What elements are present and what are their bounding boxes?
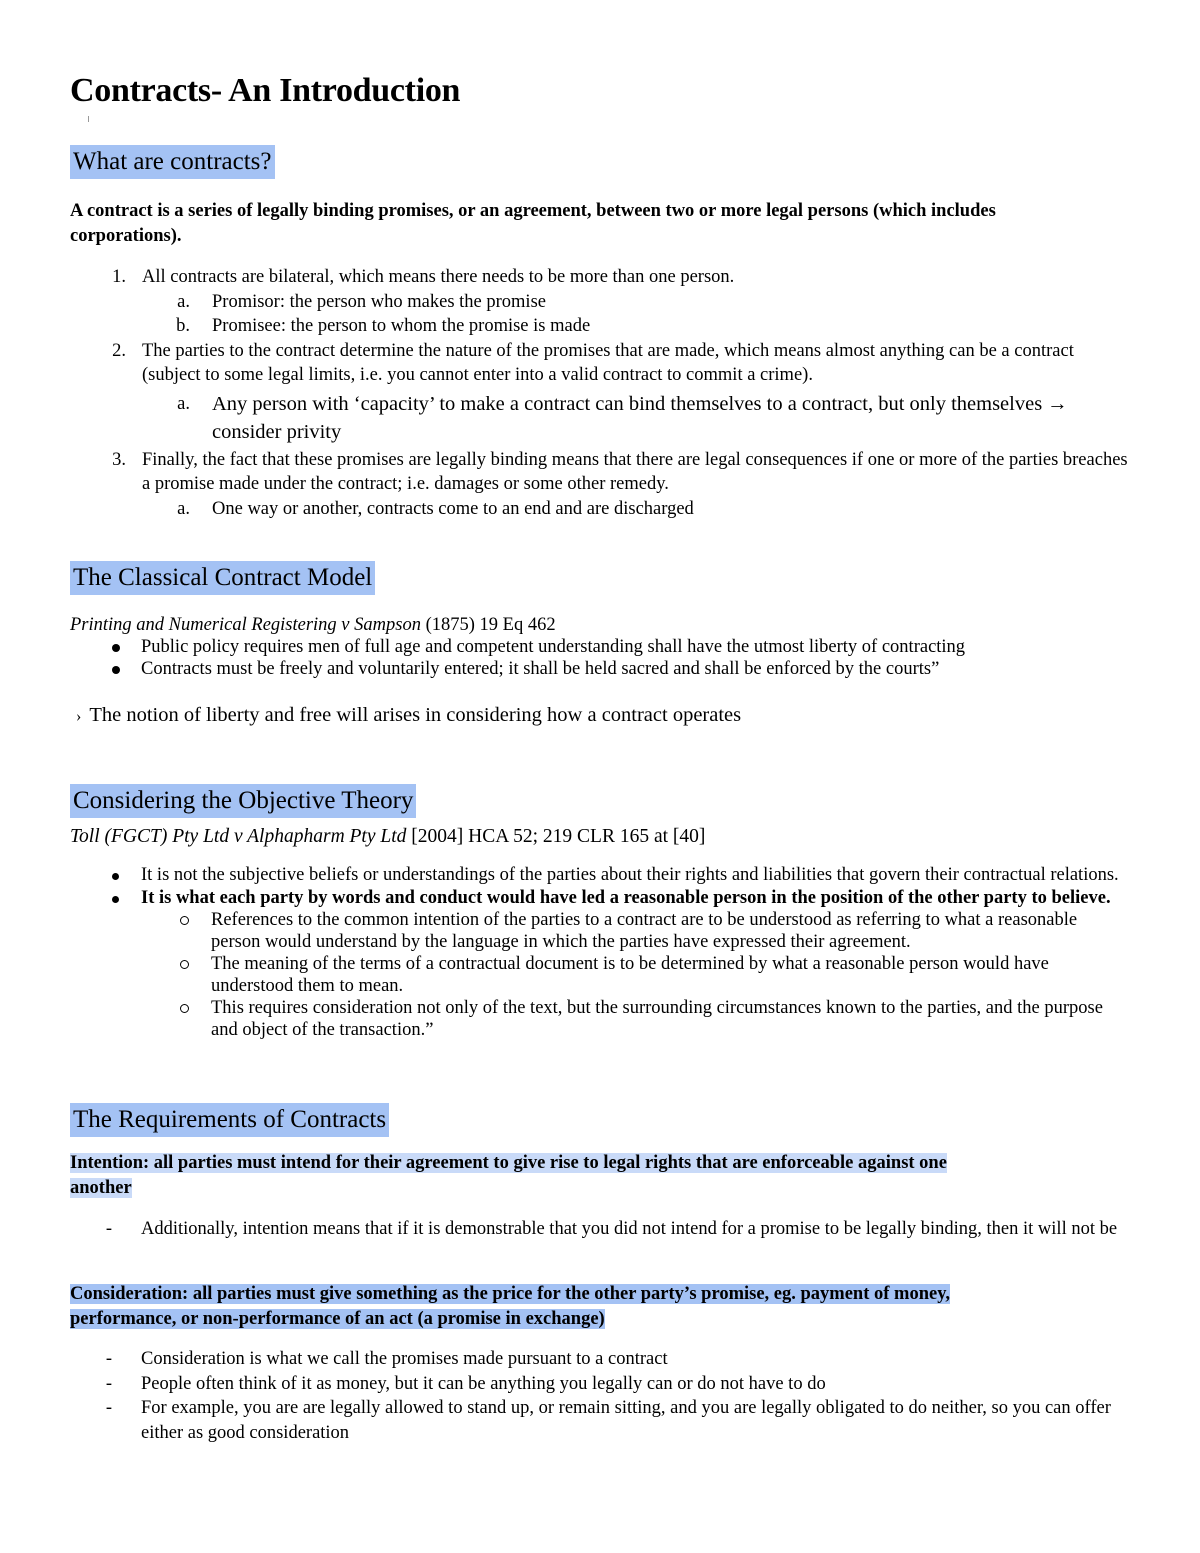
list-item-text: All contracts are bilateral, which means there needs to be more than one person. bbox=[142, 267, 735, 287]
list-item-text: The parties to the contract determine the nature of the promises that are made, which means almost anything can be a contract (subject to some legal limits, i.e. you cannot enter into a valid contract to commit a crime). bbox=[142, 340, 1074, 385]
consideration-list bbox=[70, 1347, 1130, 1445]
list-item bbox=[70, 1372, 1130, 1397]
list-item-text: It is not the subjective beliefs or understandings of the parties about their rights and liabilities that govern their contractual relations. bbox=[141, 865, 1119, 885]
list-item bbox=[70, 887, 1130, 909]
list-item bbox=[70, 953, 1130, 997]
list-item-text: This requires consideration not only of the text, but the surrounding circumstances known to the parties, and the purpose and object of the transaction.” bbox=[211, 998, 1103, 1040]
list-item-text: For example, you are are legally allowed to stand up, or remain sitting, and you are legally obligated to do neither, so you can offer either as good consideration bbox=[141, 1398, 1111, 1443]
list-item bbox=[70, 388, 1130, 446]
list-item bbox=[70, 909, 1130, 953]
list-marker: b. bbox=[176, 316, 190, 336]
list-item bbox=[70, 497, 1130, 522]
list-item-text: Promisee: the person to whom the promise is made bbox=[212, 316, 591, 336]
list-item-text: References to the common intention of the parties to a contract are to be understood as referring to what a reasonable person would understand by the language in which the parties have expressed their agreement. bbox=[211, 910, 1078, 952]
bullet-icon bbox=[112, 666, 120, 674]
list-item bbox=[70, 864, 1130, 887]
list-marker: a. bbox=[177, 393, 190, 414]
list-item bbox=[70, 339, 1130, 388]
list-item-text: Consideration is what we call the promises made pursuant to a contract bbox=[141, 1349, 668, 1369]
contracts-numbered-list bbox=[70, 265, 1130, 521]
list-item bbox=[70, 265, 1130, 290]
list-item-text: Any person with ‘capacity’ to make a contract can bind themselves to a contract, but only themselves → consider privity bbox=[212, 392, 1068, 443]
list-item bbox=[70, 997, 1130, 1041]
consideration-requirement bbox=[70, 1282, 950, 1331]
contract-definition: A contract is a series of legally binding promises, or an agreement, between two or more legal persons (which includes corporations). bbox=[70, 201, 996, 246]
heading-requirements: The Requirements of Contracts bbox=[70, 1103, 389, 1137]
liberty-note bbox=[70, 704, 741, 727]
list-marker: a. bbox=[177, 291, 190, 312]
sub-bullet-icon bbox=[180, 960, 189, 969]
case-citation-toll bbox=[70, 826, 705, 848]
list-item-text: The meaning of the terms of a contractual document is to be determined by what a reasonable person would have understood them to mean. bbox=[211, 954, 1049, 996]
case-citation-sampson bbox=[70, 613, 556, 638]
intention-list bbox=[70, 1217, 1130, 1242]
list-item bbox=[70, 1347, 1130, 1372]
page-title: Contracts- An Introduction bbox=[70, 72, 461, 109]
dash-marker: - bbox=[105, 1219, 112, 1239]
list-marker: 3. bbox=[112, 449, 126, 470]
bullet-icon bbox=[112, 896, 119, 903]
case-name: Toll (FGCT) Pty Ltd v Alphapharm Pty Ltd bbox=[70, 826, 407, 847]
divider bbox=[88, 116, 89, 122]
sub-bullet-icon bbox=[180, 916, 189, 925]
dash-marker: - bbox=[105, 1398, 112, 1418]
heading-objective-theory: Considering the Objective Theory bbox=[70, 784, 416, 818]
list-item bbox=[70, 314, 1130, 339]
liberty-note-text: The notion of liberty and free will arises in considering how a contract operates bbox=[89, 704, 742, 726]
case-name: Printing and Numerical Registering v Sampson bbox=[70, 615, 421, 635]
list-item-text: Public policy requires men of full age and competent understanding shall have the utmost liberty of contracting bbox=[141, 637, 966, 657]
list-item bbox=[70, 658, 1130, 680]
objective-theory-bullets bbox=[70, 864, 1130, 1041]
consideration-line: Consideration: all parties must give something as the price for the other party’s promise, eg. payment of money, bbox=[70, 1284, 951, 1304]
list-item bbox=[70, 1217, 1130, 1242]
sampson-bullets bbox=[70, 636, 1130, 680]
case-reference: [2004] HCA 52; 219 CLR 165 at [40] bbox=[406, 826, 706, 847]
sub-bullet-icon bbox=[180, 1004, 189, 1013]
list-item-text: One way or another, contracts come to an end and are discharged bbox=[212, 498, 694, 519]
list-item-text: It is what each party by words and conduct would have led a reasonable person in the position of the other party to believe. bbox=[141, 888, 1111, 908]
intention-requirement bbox=[70, 1151, 947, 1200]
arrow-icon: › bbox=[76, 708, 82, 725]
list-marker: 2. bbox=[112, 340, 126, 361]
list-item-text: Finally, the fact that these promises are legally binding means that there are legal consequences if one or more of the parties breaches a promise made under the contract; i.e. damages or some other remedy. bbox=[142, 449, 1128, 494]
heading-classical-contract-model: The Classical Contract Model bbox=[70, 561, 375, 595]
heading-what-are-contracts: What are contracts? bbox=[70, 145, 275, 179]
list-marker: a. bbox=[177, 498, 190, 519]
bullet-icon bbox=[112, 644, 120, 652]
list-item-text: Contracts must be freely and voluntarily entered; it shall be held sacred and shall be enforced by the courts” bbox=[141, 659, 940, 679]
list-item bbox=[70, 446, 1130, 497]
consideration-line: performance, or non-performance of an act (a promise in exchange) bbox=[70, 1308, 605, 1329]
intention-line: Intention: all parties must intend for their agreement to give rise to legal rights that are enforceable against one bbox=[70, 1153, 947, 1173]
list-item-text: Additionally, intention means that if it is demonstrable that you did not intend for a promise to be legally binding, then it will not be bbox=[141, 1219, 1118, 1239]
dash-marker: - bbox=[105, 1373, 112, 1394]
list-item-text: People often think of it as money, but it can be anything you legally can or do not have to do bbox=[141, 1373, 826, 1394]
dash-marker: - bbox=[105, 1349, 112, 1369]
intention-line: another bbox=[70, 1177, 132, 1198]
list-item bbox=[70, 1396, 1130, 1445]
list-marker: 1. bbox=[112, 267, 126, 287]
list-item bbox=[70, 290, 1130, 315]
case-reference: (1875) 19 Eq 462 bbox=[420, 615, 556, 635]
list-item-text: Promisor: the person who makes the promise bbox=[212, 291, 546, 312]
bullet-icon bbox=[112, 873, 119, 880]
list-item bbox=[70, 636, 1130, 658]
